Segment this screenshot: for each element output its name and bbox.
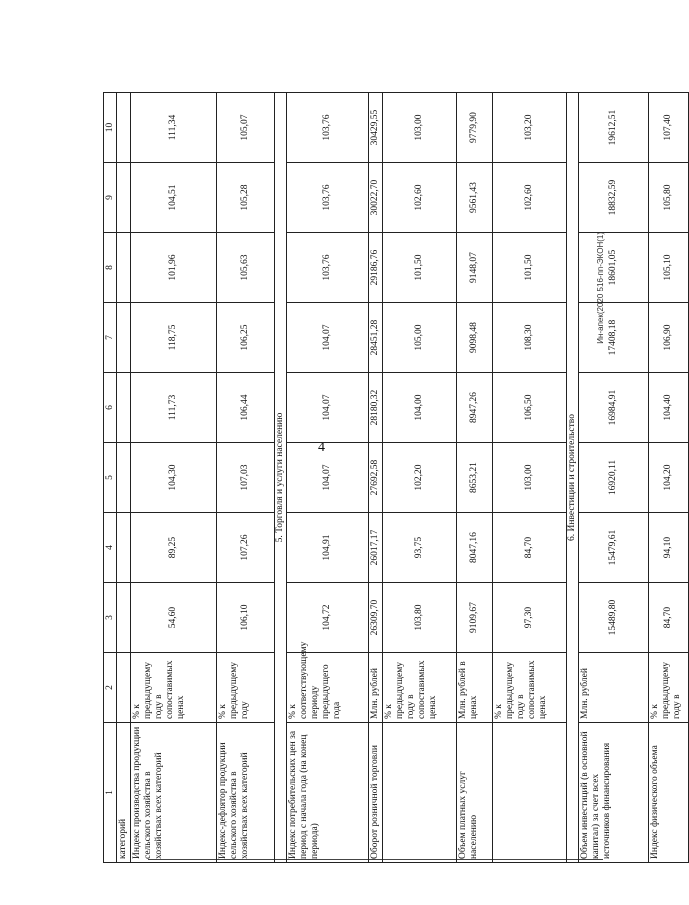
value-cell: 105,63 <box>217 233 275 303</box>
value-cell: 107,03 <box>217 443 275 513</box>
value-cell: 28451,28 <box>369 303 383 373</box>
unit-of-measure: Млн. рублей <box>369 653 383 723</box>
table-row <box>117 93 131 863</box>
value-cell: 97,30 <box>493 583 567 653</box>
value-cell: 101,50 <box>493 233 567 303</box>
value-cell: 105,07 <box>217 93 275 163</box>
value-cell: 94,10 <box>649 513 689 583</box>
column-number: 6 <box>104 373 117 443</box>
value-cell: 89,25 <box>131 513 217 583</box>
value-cell <box>117 583 131 653</box>
unit-of-measure: % к предыдущему году <box>217 653 275 723</box>
value-cell <box>117 303 131 373</box>
table-row <box>493 93 567 863</box>
value-cell: 111,73 <box>131 373 217 443</box>
table-row <box>287 93 369 863</box>
unit-of-measure: % к предыдущему году в <box>649 653 689 723</box>
column-number: 9 <box>104 163 117 233</box>
value-cell <box>117 163 131 233</box>
value-cell: 106,50 <box>493 373 567 443</box>
column-number: 3 <box>104 583 117 653</box>
section-title: 6. Инвестиции и строительство <box>567 93 579 863</box>
value-cell: 106,90 <box>649 303 689 373</box>
value-cell: 28180,32 <box>369 373 383 443</box>
value-cell: 15479,61 <box>579 513 649 583</box>
value-cell: 18601,05 <box>579 233 649 303</box>
value-cell: 9109,67 <box>457 583 493 653</box>
value-cell: 9779,90 <box>457 93 493 163</box>
value-cell: 84,70 <box>493 513 567 583</box>
value-cell: 118,75 <box>131 303 217 373</box>
column-number: 8 <box>104 233 117 303</box>
value-cell <box>117 443 131 513</box>
value-cell: 19612,51 <box>579 93 649 163</box>
unit-of-measure: % к предыдущему году в сопоставимых ценах <box>383 653 457 723</box>
value-cell <box>117 233 131 303</box>
value-cell: 103,00 <box>383 93 457 163</box>
value-cell: 101,50 <box>383 233 457 303</box>
indicator-name: Индекс потребительских цен за период с начала года (на конец периода) <box>287 723 369 863</box>
value-cell: 106,25 <box>217 303 275 373</box>
value-cell: 105,80 <box>649 163 689 233</box>
section-title: 5. Торговля и услуги населению <box>275 93 287 863</box>
indicator-name <box>383 723 457 863</box>
value-cell <box>117 513 131 583</box>
indicator-name: категорий <box>117 723 131 863</box>
value-cell: 8047,16 <box>457 513 493 583</box>
indicator-name: Объем платных услуг населению <box>457 723 493 863</box>
table-row <box>579 93 649 863</box>
unit-of-measure <box>117 653 131 723</box>
unit-of-measure: Млн. рублей в ценах <box>457 653 493 723</box>
value-cell: 103,00 <box>493 443 567 513</box>
value-cell <box>117 93 131 163</box>
indicator-name: Индекс физического объема <box>649 723 689 863</box>
value-cell: 105,00 <box>383 303 457 373</box>
value-cell: 108,30 <box>493 303 567 373</box>
value-cell: 9148,07 <box>457 233 493 303</box>
table-row <box>649 93 689 863</box>
indicator-name: Индекс производства продукции сельского хозяйства в хозяйствах всех категорий <box>131 723 217 863</box>
value-cell: 104,20 <box>649 443 689 513</box>
value-cell: 103,76 <box>287 93 369 163</box>
indicator-name: Оборот розничной торговли <box>369 723 383 863</box>
section-header-row <box>275 93 287 863</box>
table-row <box>217 93 275 863</box>
value-cell: 30022,70 <box>369 163 383 233</box>
document-code: Ин-апек(2020 516-пп-ЭКОН(1) <box>596 232 605 344</box>
value-cell: 17408,18 <box>579 303 649 373</box>
table-row <box>369 93 383 863</box>
column-number-row <box>104 93 117 863</box>
value-cell: 103,80 <box>383 583 457 653</box>
column-number: 10 <box>104 93 117 163</box>
value-cell: 107,40 <box>649 93 689 163</box>
column-number: 2 <box>104 653 117 723</box>
page-number: 4 <box>318 440 325 455</box>
value-cell: 26309,70 <box>369 583 383 653</box>
value-cell: 102,60 <box>493 163 567 233</box>
indicator-name: Индекс-дефлятор продукции сельского хозяйства в хозяйствах всех категорий <box>217 723 275 863</box>
unit-of-measure: % к соответствующему периоду предыдущего года <box>287 653 369 723</box>
value-cell: 102,20 <box>383 443 457 513</box>
value-cell: 106,10 <box>217 583 275 653</box>
unit-of-measure: % к предыдущему году в сопоставимых ценах <box>131 653 217 723</box>
value-cell: 30429,55 <box>369 93 383 163</box>
column-number: 7 <box>104 303 117 373</box>
value-cell: 104,40 <box>649 373 689 443</box>
value-cell: 104,07 <box>287 443 369 513</box>
column-number: 1 <box>104 723 117 863</box>
value-cell: 107,26 <box>217 513 275 583</box>
value-cell: 104,51 <box>131 163 217 233</box>
value-cell: 8653,21 <box>457 443 493 513</box>
indicator-name: Объем инвестиций (в основной капитал) за счет всех источников финансирования <box>579 723 649 863</box>
value-cell: 8947,26 <box>457 373 493 443</box>
indicators-table <box>103 92 689 863</box>
value-cell: 54,60 <box>131 583 217 653</box>
value-cell: 105,28 <box>217 163 275 233</box>
value-cell: 9561,43 <box>457 163 493 233</box>
column-number: 5 <box>104 443 117 513</box>
column-number: 4 <box>104 513 117 583</box>
indicator-name <box>493 723 567 863</box>
value-cell: 106,44 <box>217 373 275 443</box>
value-cell: 101,96 <box>131 233 217 303</box>
value-cell: 104,07 <box>287 303 369 373</box>
table-row <box>457 93 493 863</box>
value-cell <box>117 373 131 443</box>
value-cell: 26017,17 <box>369 513 383 583</box>
value-cell: 29186,76 <box>369 233 383 303</box>
value-cell: 104,07 <box>287 373 369 443</box>
value-cell: 104,30 <box>131 443 217 513</box>
value-cell: 103,76 <box>287 163 369 233</box>
value-cell: 16920,11 <box>579 443 649 513</box>
value-cell: 84,70 <box>649 583 689 653</box>
value-cell: 9098,48 <box>457 303 493 373</box>
value-cell: 16984,91 <box>579 373 649 443</box>
value-cell: 102,60 <box>383 163 457 233</box>
value-cell: 18832,59 <box>579 163 649 233</box>
value-cell: 27692,58 <box>369 443 383 513</box>
value-cell: 104,72 <box>287 583 369 653</box>
rotated-table-container <box>103 93 682 863</box>
value-cell: 104,91 <box>287 513 369 583</box>
value-cell: 105,10 <box>649 233 689 303</box>
value-cell: 111,34 <box>131 93 217 163</box>
value-cell: 104,00 <box>383 373 457 443</box>
value-cell: 103,76 <box>287 233 369 303</box>
section-header-row <box>567 93 579 863</box>
value-cell: 93,75 <box>383 513 457 583</box>
table-row <box>383 93 457 863</box>
table-row <box>131 93 217 863</box>
value-cell: 15489,80 <box>579 583 649 653</box>
unit-of-measure: % к предыдущему году в сопоставимых ценах <box>493 653 567 723</box>
value-cell: 103,20 <box>493 93 567 163</box>
unit-of-measure: Млн. рублей <box>579 653 649 723</box>
